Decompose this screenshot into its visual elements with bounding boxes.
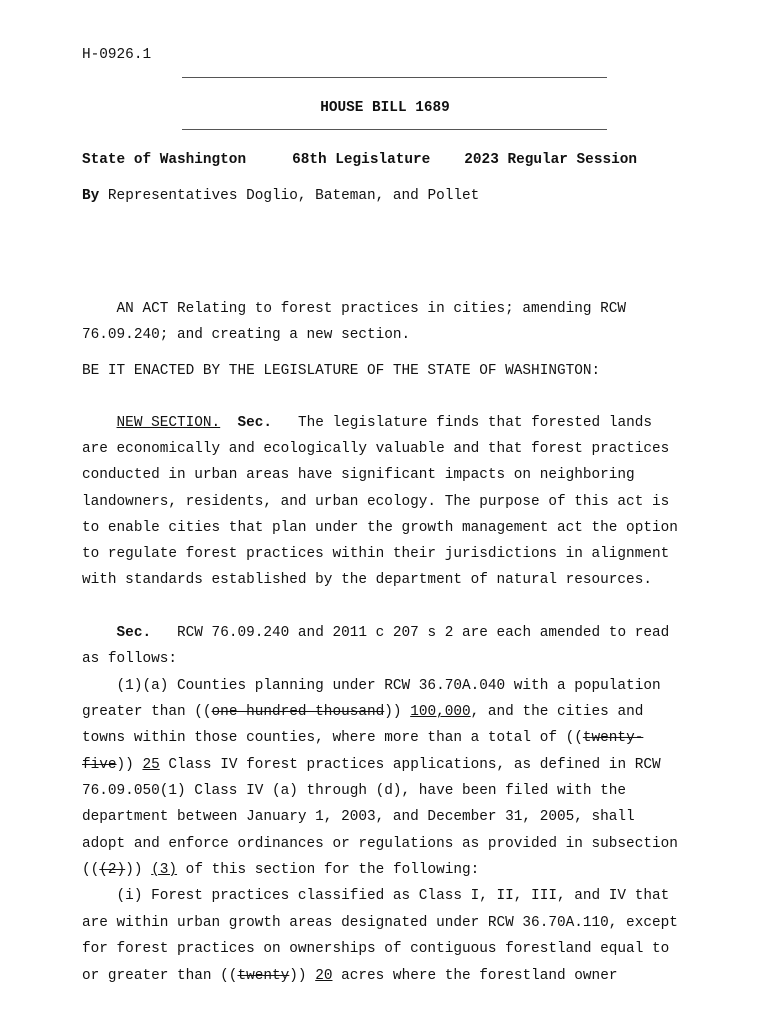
header-line — [82, 151, 637, 169]
bill-title: HOUSE BILL 1689 — [320, 100, 450, 116]
section2-line: are within urban growth areas designated under RCW 36.70A.110, except — [82, 915, 678, 931]
section2-line-1: Sec. RCW 76.09.240 and 2011 c 207 s 2 are each amended to read — [116, 625, 670, 641]
title-rule-bottom — [182, 129, 607, 130]
struck-text: (2) — [99, 862, 126, 878]
document-id: H-0926.1 — [82, 47, 152, 63]
section1-line: are economically and ecologically valuable and that forest practices — [82, 441, 670, 457]
item-i-line: (i) Forest practices classified as Class I, II, III, and IV that — [82, 888, 670, 904]
struck-text: five — [82, 757, 117, 773]
new-section-label: NEW SECTION. — [116, 415, 221, 431]
act-title-line-1: AN ACT Relating to forest practices in cities; amending RCW — [82, 301, 627, 317]
inserted-text: 25 — [142, 757, 160, 773]
legislature: 68th Legislature — [292, 152, 431, 168]
by-label: By — [82, 188, 100, 204]
towns-line: towns within those counties, where more than a total of ((twenty- — [82, 730, 644, 746]
inserted-text: (3) — [151, 862, 178, 878]
act-title-line-2: 76.09.240; and creating a new section. — [82, 327, 411, 343]
state-name: State of Washington — [82, 152, 247, 168]
sponsor-names: Representatives Doglio, Bateman, and Pollet — [107, 188, 480, 204]
session: 2023 Regular Session — [464, 152, 637, 168]
inserted-text: 20 — [315, 968, 333, 984]
sponsors-line — [82, 187, 479, 205]
section1-line: with standards established by the department of natural resources. — [82, 572, 652, 588]
section2-line: department between January 1, 2003, and December 31, 2005, shall — [82, 809, 635, 825]
sec-label: Sec. — [116, 625, 152, 641]
section2-line: 76.09.050(1) Class IV (a) through (d), have been filed with the — [82, 783, 627, 799]
inserted-text: 100,000 — [410, 704, 471, 720]
section1-line: landowners, residents, and urban ecology. The purpose of this act is — [82, 494, 670, 510]
acres-line: or greater than ((twenty)) 20 acres where the forestland owner — [82, 968, 618, 984]
section1-line: conducted in urban areas have significant impacts on neighboring — [82, 467, 635, 483]
subsection-reference-line: (((2))) (3) of this section for the following: — [82, 862, 480, 878]
section2-line: for forest practices on ownerships of contiguous forestland equal to — [82, 941, 670, 957]
struck-text: twenty — [237, 968, 290, 984]
struck-text: twenty- — [582, 730, 644, 746]
population-line: greater than ((one hundred thousand)) 100,000, and the cities and — [82, 704, 644, 720]
section1-line: to enable cities that plan under the growth management act the option — [82, 520, 678, 536]
struck-text: one hundred thousand — [211, 704, 385, 720]
title-rule-top — [182, 77, 607, 78]
section1-line-1: NEW SECTION. Sec. The legislature finds that forested lands — [116, 415, 653, 431]
enacting-clause: BE IT ENACTED BY THE LEGISLATURE OF THE STATE OF WASHINGTON: — [82, 363, 601, 379]
section2-line: as follows: — [82, 651, 177, 667]
sec-label: Sec. — [237, 415, 273, 431]
section1-line: to regulate forest practices within their jurisdictions in alignment — [82, 546, 670, 562]
applications-line: five)) 25 Class IV forest practices applications, as defined in RCW — [82, 757, 661, 773]
subsection-1a: (1)(a) Counties planning under RCW 36.70A.040 with a population — [82, 678, 661, 694]
section2-line: adopt and enforce ordinances or regulations as provided in subsection — [82, 836, 678, 852]
